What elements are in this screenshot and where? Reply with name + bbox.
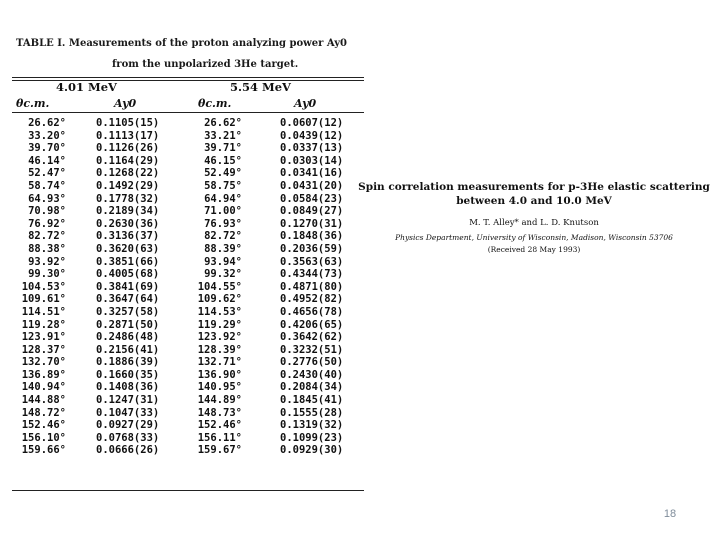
paper-title-line2: between 4.0 and 10.0 MeV [456,195,612,207]
cell-theta-cm-4-01: 156.10° [21,431,66,444]
table-row [10,444,366,457]
cell-theta-cm-4-01: 33.20° [28,129,66,142]
cell-ay0-5-54: 0.1319(32) [280,419,344,432]
cell-ay0-4-01: 0.3851(66) [96,255,160,268]
cell-ay0-4-01: 0.1247(31) [96,394,160,407]
cell-ay0-4-01: 0.2156(41) [96,343,160,356]
cell-theta-cm-4-01: 123.91° [21,331,66,344]
cell-ay0-4-01: 0.2871(50) [96,318,160,331]
cell-ay0-5-54: 0.1270(31) [280,217,344,230]
table-row [10,155,366,168]
energy-header-right: 5.54 MeV [230,80,291,94]
column-header-ay0-left: Ay0 [114,97,137,110]
table-row [10,407,366,420]
column-header-theta-left: θc.m. [16,97,50,110]
cell-ay0-4-01: 0.1047(33) [96,406,160,419]
table-row [10,419,366,432]
cell-theta-cm-5-54: 148.73° [197,406,242,419]
cell-ay0-4-01: 0.1492(29) [96,179,160,192]
cell-ay0-5-54: 0.0431(20) [280,179,344,192]
table-top-rule [12,77,364,78]
cell-theta-cm-5-54: 58.75° [204,179,242,192]
table-caption-line1: TABLE I. Measurements of the proton analyzing power Ay0 [16,38,347,49]
cell-ay0-4-01: 0.0768(33) [96,431,160,444]
table-row [10,205,366,218]
table-row [10,142,366,155]
cell-theta-cm-4-01: 148.72° [21,406,66,419]
cell-theta-cm-4-01: 82.72° [28,230,66,243]
cell-ay0-5-54: 0.3642(62) [280,331,344,344]
cell-theta-cm-5-54: 109.62° [197,293,242,306]
cell-ay0-5-54: 0.0929(30) [280,444,344,457]
cell-theta-cm-5-54: 152.46° [197,419,242,432]
energy-header-left: 4.01 MeV [56,80,117,94]
cell-ay0-4-01: 0.3841(69) [96,280,160,293]
cell-ay0-4-01: 0.0927(29) [96,419,160,432]
cell-ay0-4-01: 0.3620(63) [96,242,160,255]
table-row [10,306,366,319]
cell-theta-cm-4-01: 99.30° [28,268,66,281]
cell-theta-cm-5-54: 123.92° [197,331,242,344]
paper-authors: M. T. Alley* and L. D. Knutson [469,218,599,228]
table-row [10,281,366,294]
column-header-theta-right: θc.m. [198,97,232,110]
cell-theta-cm-5-54: 104.55° [197,280,242,293]
table-row [10,394,366,407]
table-row [10,293,366,306]
cell-theta-cm-5-54: 64.94° [204,192,242,205]
cell-ay0-5-54: 0.0303(14) [280,154,344,167]
paper-received-date: (Received 28 May 1993) [487,245,581,254]
cell-theta-cm-4-01: 136.89° [21,368,66,381]
table-row [10,432,366,445]
cell-ay0-5-54: 0.4206(65) [280,318,344,331]
cell-ay0-5-54: 0.2084(34) [280,381,344,394]
cell-theta-cm-4-01: 119.28° [21,318,66,331]
cell-ay0-5-54: 0.4952(82) [280,293,344,306]
cell-theta-cm-5-54: 71.00° [204,205,242,218]
table-row [10,130,366,143]
cell-theta-cm-5-54: 82.72° [204,230,242,243]
cell-theta-cm-4-01: 128.37° [21,343,66,356]
cell-ay0-5-54: 0.4656(78) [280,305,344,318]
table-row [10,268,366,281]
cell-ay0-4-01: 0.3257(58) [96,305,160,318]
cell-theta-cm-5-54: 26.62° [204,117,242,129]
cell-ay0-5-54: 0.2776(50) [280,356,344,369]
cell-ay0-4-01: 0.1778(32) [96,192,160,205]
cell-theta-cm-4-01: 140.94° [21,381,66,394]
column-header-ay0-right: Ay0 [294,97,317,110]
cell-ay0-5-54: 0.0607(12) [280,117,344,129]
cell-ay0-5-54: 0.1848(36) [280,230,344,243]
cell-ay0-4-01: 0.2189(34) [96,205,160,218]
table-row [10,381,366,394]
table-row [10,230,366,243]
cell-theta-cm-4-01: 39.70° [28,142,66,155]
cell-ay0-5-54: 0.4344(73) [280,268,344,281]
cell-ay0-4-01: 0.1105(15) [96,117,160,129]
paper-title-line1: Spin correlation measurements for p-3He elastic scattering [358,181,710,193]
cell-ay0-4-01: 0.1126(26) [96,142,160,155]
table-row [10,218,366,231]
table-header-rule [12,112,364,113]
cell-theta-cm-5-54: 136.90° [197,368,242,381]
cell-ay0-5-54: 0.4871(80) [280,280,344,293]
table-row [10,180,366,193]
cell-ay0-5-54: 0.1099(23) [280,431,344,444]
page-number: 18 [663,508,677,520]
cell-theta-cm-4-01: 88.38° [28,242,66,255]
table-caption-line2: from the unpolarized 3He target. [112,59,299,70]
table-row [10,356,366,369]
cell-ay0-5-54: 0.2430(40) [280,368,344,381]
cell-ay0-5-54: 0.3232(51) [280,343,344,356]
table-row [10,331,366,344]
cell-theta-cm-5-54: 114.53° [197,305,242,318]
cell-theta-cm-4-01: 144.88° [21,394,66,407]
cell-ay0-4-01: 0.1164(29) [96,154,160,167]
cell-ay0-4-01: 0.0666(26) [96,444,160,457]
cell-theta-cm-5-54: 99.32° [204,268,242,281]
cell-theta-cm-4-01: 159.66° [21,444,66,457]
cell-ay0-4-01: 0.2630(36) [96,217,160,230]
table-bottom-rule [12,490,364,491]
cell-ay0-5-54: 0.0584(23) [280,192,344,205]
cell-ay0-4-01: 0.1268(22) [96,167,160,180]
cell-theta-cm-5-54: 39.71° [204,142,242,155]
cell-ay0-5-54: 0.1845(41) [280,394,344,407]
cell-theta-cm-5-54: 93.94° [204,255,242,268]
cell-theta-cm-5-54: 140.95° [197,381,242,394]
cell-theta-cm-4-01: 114.51° [21,305,66,318]
table-row [10,319,366,332]
cell-ay0-5-54: 0.1555(28) [280,406,344,419]
cell-theta-cm-4-01: 26.62° [28,117,66,129]
cell-ay0-4-01: 0.1660(35) [96,368,160,381]
cell-theta-cm-5-54: 76.93° [204,217,242,230]
cell-ay0-4-01: 0.1408(36) [96,381,160,394]
cell-theta-cm-5-54: 119.29° [197,318,242,331]
cell-theta-cm-5-54: 128.39° [197,343,242,356]
cell-theta-cm-4-01: 64.93° [28,192,66,205]
cell-theta-cm-5-54: 88.39° [204,242,242,255]
cell-theta-cm-4-01: 104.53° [21,280,66,293]
cell-theta-cm-5-54: 52.49° [204,167,242,180]
table-row [10,243,366,256]
cell-ay0-5-54: 0.2036(59) [280,242,344,255]
cell-theta-cm-4-01: 52.47° [28,167,66,180]
cell-theta-cm-4-01: 58.74° [28,179,66,192]
table-row [10,117,366,130]
cell-theta-cm-5-54: 144.89° [197,394,242,407]
table-row [10,256,366,269]
cell-theta-cm-5-54: 132.71° [197,356,242,369]
cell-ay0-5-54: 0.0849(27) [280,205,344,218]
paper-affiliation: Physics Department, University of Wisconsin, Madison, Wisconsin 53706 [395,233,673,242]
cell-ay0-5-54: 0.0341(16) [280,167,344,180]
cell-theta-cm-4-01: 70.98° [28,205,66,218]
cell-theta-cm-5-54: 159.67° [197,444,242,457]
cell-ay0-5-54: 0.3563(63) [280,255,344,268]
cell-ay0-4-01: 0.3647(64) [96,293,160,306]
cell-ay0-4-01: 0.1886(39) [96,356,160,369]
table-row [10,167,366,180]
cell-theta-cm-5-54: 46.15° [204,154,242,167]
paper-title [354,180,714,208]
cell-ay0-4-01: 0.1113(17) [96,129,160,142]
cell-theta-cm-4-01: 93.92° [28,255,66,268]
cell-ay0-5-54: 0.0337(13) [280,142,344,155]
table-row [10,193,366,206]
cell-theta-cm-4-01: 46.14° [28,154,66,167]
cell-theta-cm-4-01: 132.70° [21,356,66,369]
table-body [10,117,366,457]
cell-theta-cm-4-01: 76.92° [28,217,66,230]
table-row [10,344,366,357]
cell-theta-cm-5-54: 156.11° [197,431,242,444]
cell-theta-cm-4-01: 109.61° [21,293,66,306]
cell-theta-cm-4-01: 152.46° [21,419,66,432]
cell-ay0-5-54: 0.0439(12) [280,129,344,142]
cell-ay0-4-01: 0.4005(68) [96,268,160,281]
table-row [10,369,366,382]
cell-ay0-4-01: 0.2486(48) [96,331,160,344]
cell-ay0-4-01: 0.3136(37) [96,230,160,243]
cell-theta-cm-5-54: 33.21° [204,129,242,142]
